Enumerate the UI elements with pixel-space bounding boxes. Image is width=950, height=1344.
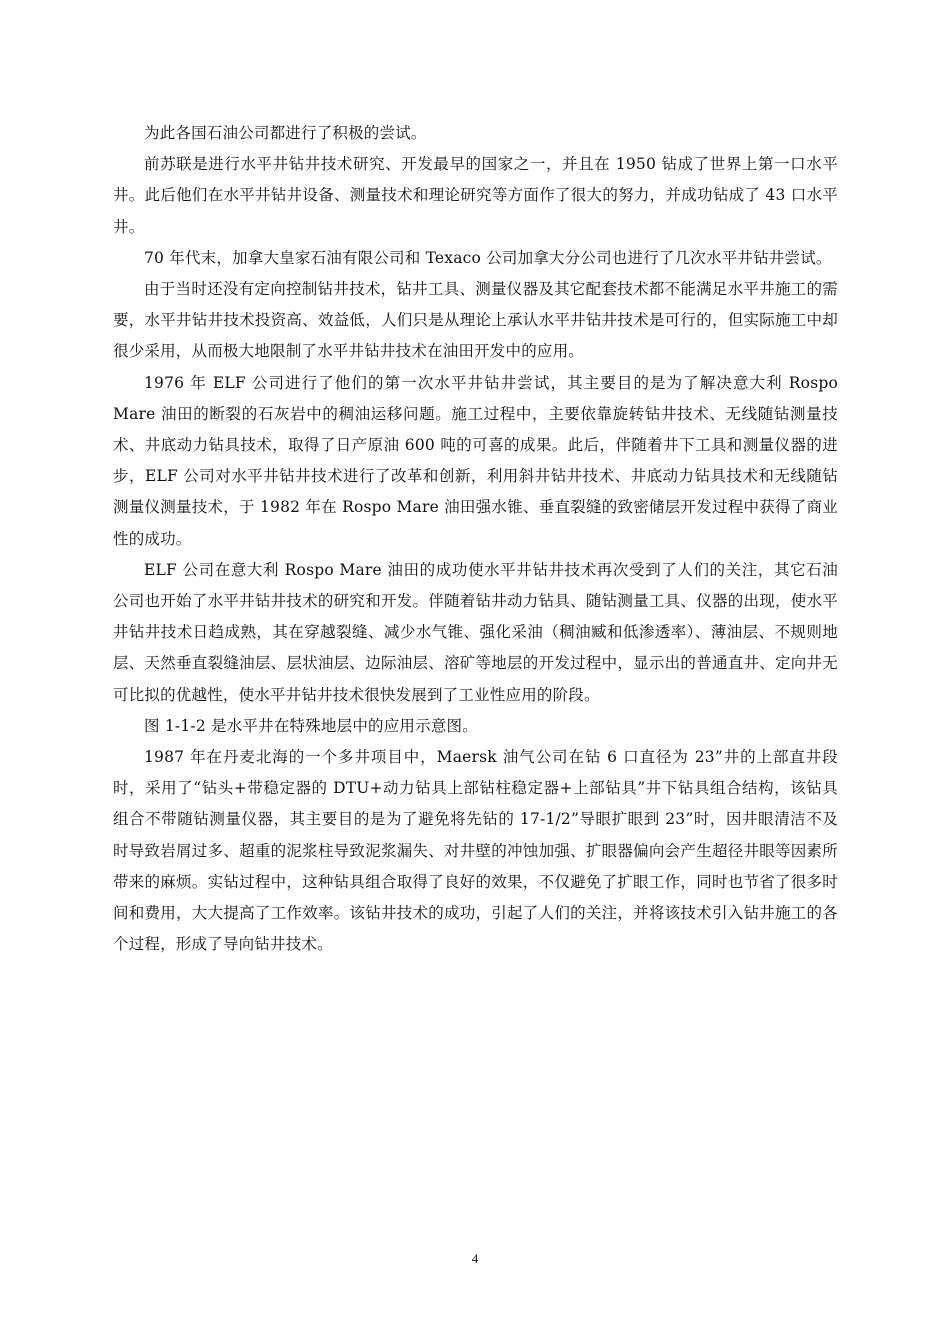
page-number: 4 bbox=[471, 1251, 479, 1266]
paragraph: 图 1-1-2 是水平井在特殊地层中的应用示意图。 bbox=[144, 716, 478, 735]
paragraph: 70 年代末，加拿大皇家石油有限公司和 Texaco 公司加拿大分公司也进行了几次水平井钻井尝试。 bbox=[144, 248, 832, 267]
paragraph: ELF 公司在意大利 Rospo Mare 油田的成功使水平井钻井技术再次受到了人们的关注，其它石油公司也开始了水平井钻井技术的研究和开发。伴随着钻井动力钻具、随钻测量工具、仪器的出现，使水平井钻井技术日趋成熟，其在穿越裂缝、减少水气锥、强化采油（稠油臧和低渗透率）、薄油层、不规则地层、天然垂直裂缝油层、层状油层、边际油层、溶矿等地层的开发过程中，显示出的普通直井、定向井无可比拟的优越性，使水平井钻井技术很快发展到了工业性应用的阶段。 bbox=[113, 560, 838, 704]
paragraph: 前苏联是进行水平井钻井技术研究、开发最早的国家之一，并且在 1950 钻成了世界上第一口水平井。此后他们在水平井钻井设备、测量技术和理论研究等方面作了很大的努力，并成功钻成了 43 口水平井。 bbox=[113, 155, 838, 236]
body-text bbox=[113, 118, 838, 960]
paragraph: 1976 年 ELF 公司进行了他们的第一次水平井钻井尝试，其主要目的是为了解决意大利 Rospo Mare 油田的断裂的石灰岩中的稠油运移问题。施工过程中，主要依靠旋转钻井技术、无线随钻测量技术、井底动力钻具技术，取得了日产原油 600 吨的可喜的成果。此后，伴随着井下工具和测量仪器的进步，ELF 公司对水平井钻井技术进行了改革和创新，利用斜井钻井技术、井底动力钻具技术和无线随钻测量仪测量技术，于 1982 年在 Rospo Mare 油田强水锥、垂直裂缝的致密储层开发过程中获得了商业性的成功。 bbox=[113, 373, 838, 548]
paragraph: 由于当时还没有定向控制钻井技术，钻井工具、测量仪器及其它配套技术都不能满足水平井施工的需要，水平井钻井技术投资高、效益低，人们只是从理论上承认水平井钻井技术是可行的，但实际施工中却很少采用，从而极大地限制了水平井钻井技术在油田开发中的应用。 bbox=[113, 280, 838, 361]
paragraph: 1987 年在丹麦北海的一个多井项目中，Maersk 油气公司在钻 6 口直径为 23”井的上部直井段时，采用了“钻头+带稳定器的 DTU+动力钻具上部钻柱稳定器+上部钻具”井下钻具组合结构，该钻具组合不带随钻测量仪器，其主要目的是为了避免将先钻的 17-1/2”导眼扩眼到 23”时，因井眼清洁不及时导致岩屑过多、超重的泥浆柱导致泥浆漏失、对井壁的冲蚀加强、扩眼器偏向会产生超径井眼等因素所带来的麻烦。实钻过程中，这种钻具组合取得了良好的效果，不仅避免了扩眼工作，同时也节省了很多时间和费用，大大提高了工作效率。该钻井技术的成功，引起了人们的关注，并将该技术引入钻井施工的各个过程，形成了导向钻井技术。 bbox=[113, 748, 838, 954]
paragraph: 为此各国石油公司都进行了积极的尝试。 bbox=[144, 124, 427, 142]
